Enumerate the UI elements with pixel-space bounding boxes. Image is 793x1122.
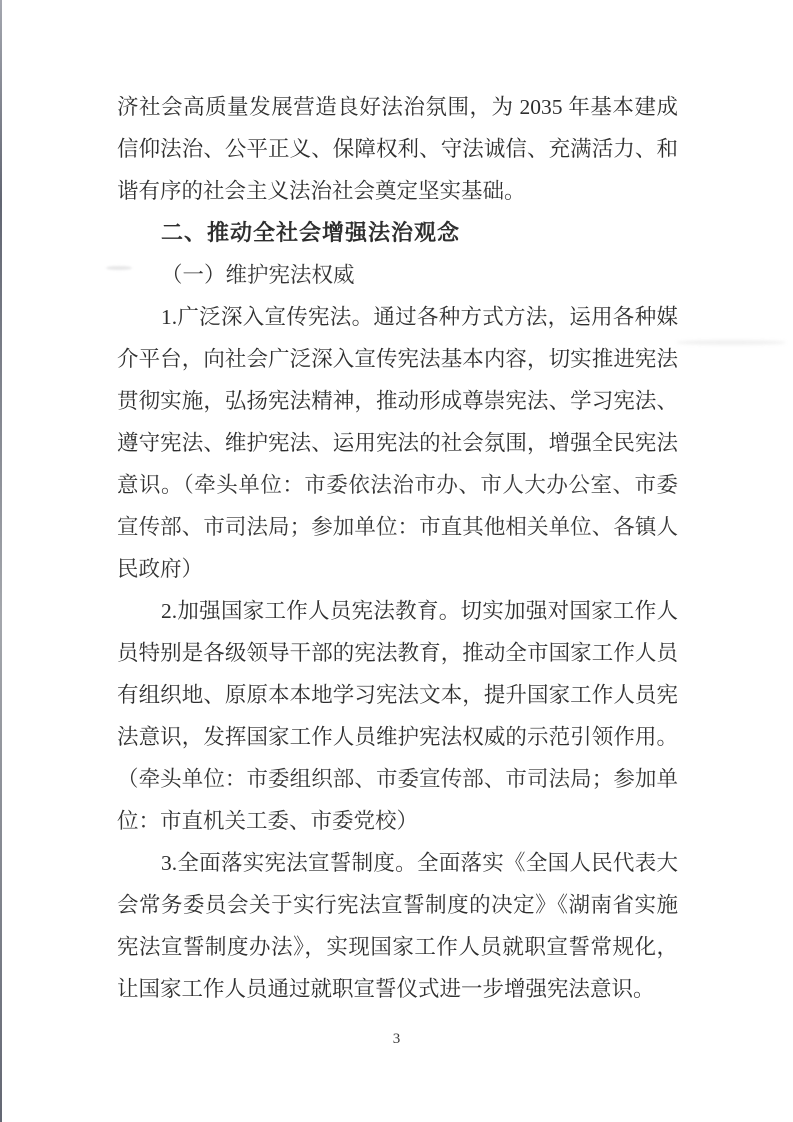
paragraph-line: 谐有序的社会主义法治社会奠定坚实基础。 [117, 179, 526, 203]
item-1-line: 介平台，向社会广泛深入宣传宪法基本内容，切实推进宪法 [117, 347, 678, 371]
item-2-line: 2.加强国家工作人员宪法教育。切实加强对国家工作人 [161, 599, 678, 623]
item-1-line: 遵守宪法、维护宪法、运用宪法的社会氛围，增强全民宪法 [117, 431, 678, 455]
item-1-lead-unit-annotation: 民政府） [117, 557, 204, 581]
item-2-lead-unit-annotation: （牵头单位：市委组织部、市委宣传部、市司法局；参加单 [117, 767, 678, 791]
section-heading: 二、推动全社会增强法治观念 [161, 220, 461, 245]
item-2-lead-unit-annotation: 位：市直机关工委、市委党校） [117, 809, 419, 833]
scan-edge-artifact [0, 0, 2, 1122]
subsection-heading: （一）维护宪法权威 [161, 263, 355, 287]
item-1-lead-unit-annotation: 宣传部、市司法局；参加单位：市直其他相关单位、各镇人 [117, 515, 678, 539]
document-body [117, 86, 678, 1010]
item-3-line: 让国家工作人员通过就职宣誓仪式进一步增强宪法意识。 [117, 977, 655, 1001]
item-2-line: 员特别是各级领导干部的宪法教育，推动全市国家工作人员 [117, 641, 678, 665]
item-1-line: 1.广泛深入宣传宪法。通过各种方式方法，运用各种媒 [161, 305, 678, 329]
item-2-line: 法意识，发挥国家工作人员维护宪法权威的示范引领作用。 [117, 725, 678, 749]
item-2-line: 有组织地、原原本本地学习宪法文本，提升国家工作人员宪 [117, 683, 678, 707]
scan-smudge [676, 340, 786, 345]
item-1-lead-unit-annotation: （牵头单位：市委依法治市办、市人大办公室、市委 [183, 473, 678, 497]
item-1-line-mixed [117, 464, 678, 506]
paragraph-line: 济社会高质量发展营造良好法治氛围，为 2035 年基本建成 [117, 95, 678, 119]
item-1-line: 贯彻实施，弘扬宪法精神，推动形成尊崇宪法、学习宪法、 [117, 389, 678, 413]
page-number: 3 [392, 1031, 401, 1047]
item-3-line: 宪法宣誓制度办法》，实现国家工作人员就职宣誓常规化， [117, 935, 678, 959]
item-3-line: 会常务委员会关于实行宪法宣誓制度的决定》《湖南省实施 [117, 893, 678, 917]
paragraph-line: 信仰法治、公平正义、保障权利、守法诚信、充满活力、和 [117, 137, 678, 161]
item-1-line-normal-segment: 意识。 [117, 473, 184, 497]
item-3-line: 3.全面落实宪法宣誓制度。全面落实《全国人民代表大 [161, 851, 678, 875]
